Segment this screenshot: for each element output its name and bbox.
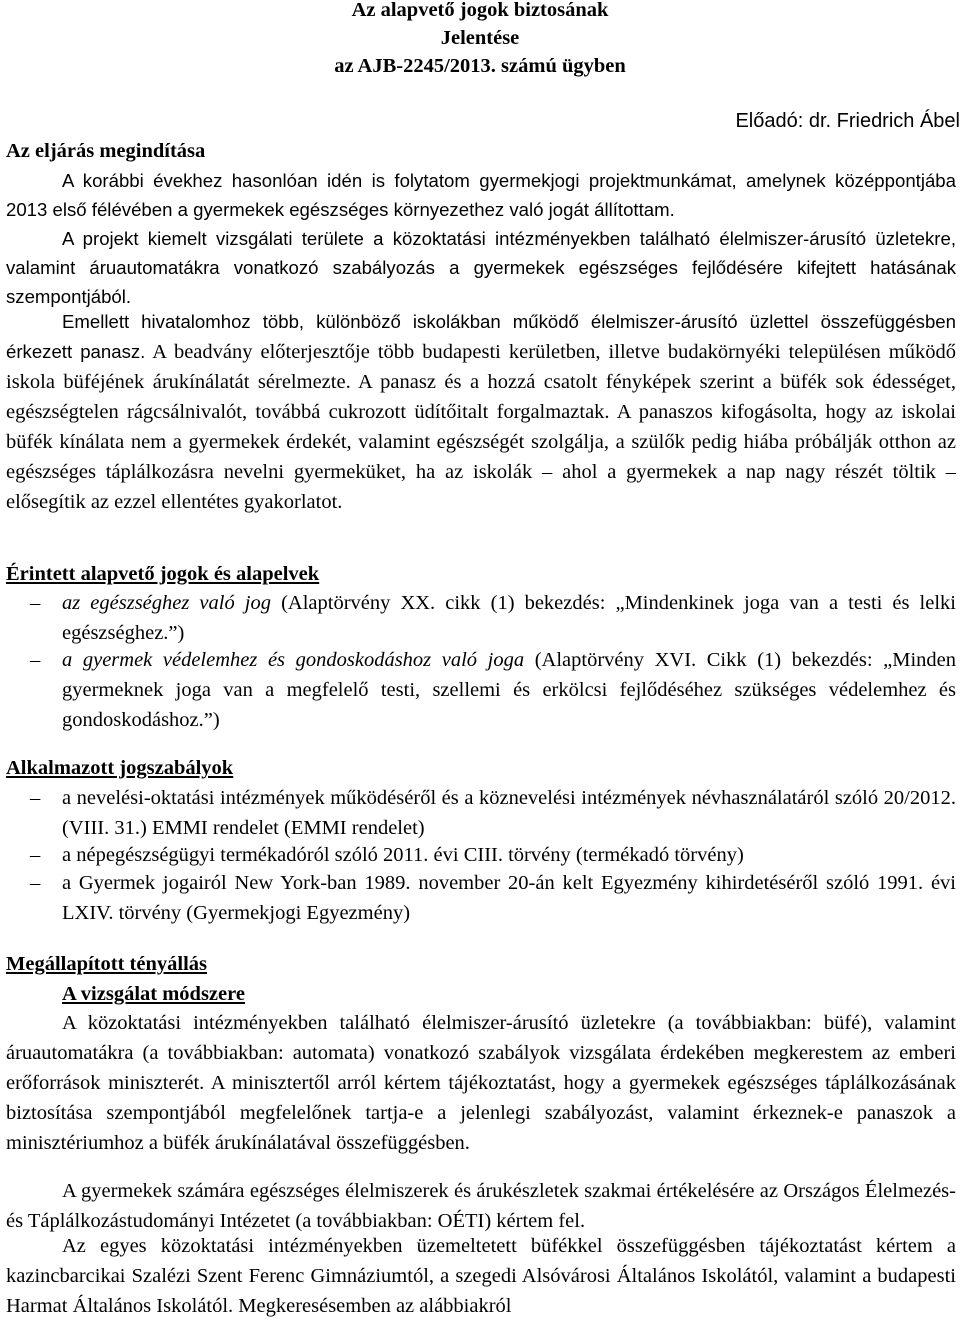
law-item-3-text: a Gyermek jogairól New York-ban 1989. november 20-án kelt Egyezmény kihirdetéséről szóló 1991. évi LXIV. törvény (Gyermekjogi Egyezmény) (62, 872, 956, 924)
law-item-3 (6, 868, 956, 928)
initiation-paragraph-3 (6, 307, 956, 517)
law-item-2 (6, 840, 956, 870)
rights-item-2-text: (Alaptörvény XVI. Cikk (1) bekezdés: „Minden gyermeknek joga van a megfelelő testi, szellemi és erkölcsi fejlődéséhez szükséges védelemhez és gondoskodáshoz.”) (62, 649, 956, 731)
rapporteur: Előadó: dr. Friedrich Ábel (735, 110, 960, 132)
dash-bullet: – (30, 872, 41, 894)
section-heading-rights: Érintett alapvető jogok és alapelvek (6, 563, 320, 585)
rights-item-1 (6, 588, 956, 648)
rights-item-2 (6, 645, 956, 735)
report-title (0, 0, 960, 80)
facts-paragraph-3: Az egyes közoktatási intézményekben üzemeltetett büfékkel összefüggésben tájékoztatást kértem a kazincbarcikai Szalézi Szent Ferenc Gimnáziumtól, a szegedi Alsóvárosi Általános Iskolától, valamint a budapesti Harmat Általános Iskolától. Megkeresésemben az alábbiakról (6, 1235, 956, 1317)
title-line-2: Jelentése (440, 27, 520, 49)
dash-bullet: – (30, 592, 41, 614)
law-item-2-text: a népegészségügyi termékadóról szóló 2011. évi CIII. törvény (termékadó törvény) (62, 844, 744, 866)
dash-bullet: – (30, 649, 41, 671)
section-heading-laws: Alkalmazott jogszabályok (6, 757, 234, 779)
initiation-paragraph-2: A projekt kiemelt vizsgálati területe a közoktatási intézményekben található élelmiszer-árusító üzletekre, valamint áruautomatákra vonatkozó szabályozás a gyermekek egészséges fejlődésére kifejtett hatásának szempontjából. (6, 228, 956, 307)
initiation-paragraph-3b: A beadvány előterjesztője több budapesti kerületben, illetve budakörnyéki településen működő iskola büféjének árukínálatát sérelmezte. A panasz és a hozzá csatolt fényképek szerint a büfék sok édességet, egészségtelen rágcsálnivalót, továbbá cukrozott üdítőitalt forgalmaztak. A panaszos kifogásolta, hogy az iskolai büfék kínálata nem a gyermekek érdekét, valamint egészségét szolgálja, a szülők pedig hiába próbálják otthon az egészséges táplálkozásra nevelni gyermeküket, ha az iskolák – ahol a gyermekek a nap nagy részét töltik – elősegítik az ezzel ellentétes gyakorlatot. (6, 341, 957, 513)
dash-bullet: – (30, 787, 41, 809)
section-heading-initiation: Az eljárás megindítása (6, 140, 206, 162)
section-heading-facts: Megállapított tényállás (6, 953, 207, 975)
facts-paragraph-2: A gyermekek számára egészséges élelmiszerek és árukészletek szakmai értékelésére az Országos Élelmezés- és Táplálkozástudományi Intézetet (a továbbiakban: OÉTI) kértem fel. (6, 1180, 956, 1232)
law-item-1 (6, 783, 956, 843)
dash-bullet: – (30, 844, 41, 866)
initiation-paragraph-1: A korábbi évekhez hasonlóan idén is folytatom gyermekjogi projektmunkámat, amelynek középpontjába 2013 első félévében a gyermekek egészséges környezethez való jogát állítottam. (6, 170, 956, 220)
subheading-method: A vizsgálat módszere (62, 983, 245, 1005)
law-item-1-text: a nevelési-oktatási intézmények működéséről és a köznevelési intézmények névhasználatáról szóló 20/2012. (VIII. 31.) EMMI rendelet (EMMI rendelet) (62, 787, 956, 839)
title-line-3: az AJB-2245/2013. számú ügyben (334, 55, 626, 77)
rights-item-1-right: az egészséghez való jog (62, 592, 271, 614)
rights-item-1-text: (Alaptörvény XX. cikk (1) bekezdés: „Mindenkinek joga van a testi és lelki egészséghez.”) (62, 592, 956, 644)
facts-paragraph-1: A közoktatási intézményekben található élelmiszer-árusító üzletekre (a továbbiakban: büfé), valamint áruautomatákra (a továbbiakban: automata) vonatkozó szabályok vizsgálata érdekében megkerestem az emberi erőforrások miniszterét. A minisztertől arról kértem tájékoztatást, hogy a gyermekek egészséges táplálkozásának biztosítása szempontjából megfelelőnek tartja-e a jelenlegi szabályozást, valamint érkeznek-e panaszok a minisztériumhoz a büfék árukínálatával összefüggésben. (6, 1012, 956, 1154)
title-line-1: Az alapvető jogok biztosának (351, 0, 609, 21)
rights-item-2-right: a gyermek védelemhez és gondoskodáshoz való joga (62, 649, 525, 671)
initiation-paragraph-3a: Emellett hivatalomhoz több, különböző iskolákban működő élelmiszer-árusító üzlettel összefüggésben érkezett panasz. (6, 311, 956, 362)
